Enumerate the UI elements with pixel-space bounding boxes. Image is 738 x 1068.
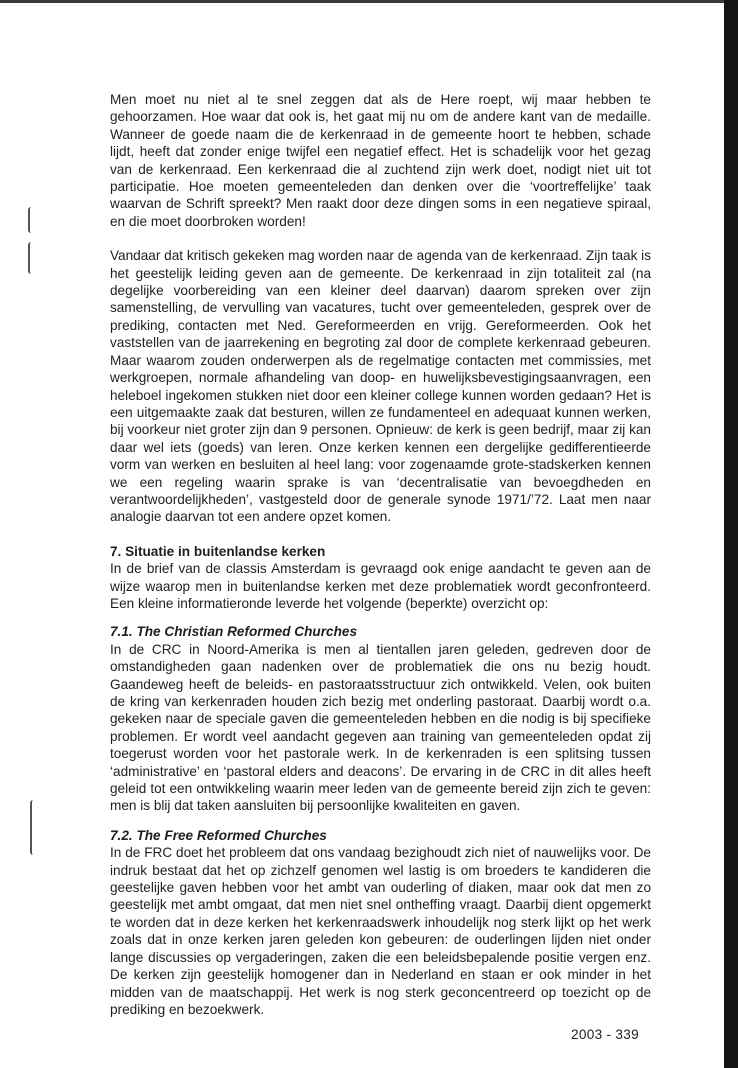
subsection-7-1	[110, 623, 651, 814]
subsection-7-2	[110, 827, 651, 1018]
page-body	[110, 91, 651, 1030]
subsection-text: In de FRC doet het probleem dat ons vandaag bezighoudt zich niet of nauwelijks voor. De indruk bestaat dat het op zichzelf genomen wel lastig is om broeders te kandideren die geestelijke gaven hebben voor het ambt van ouderling of diaken, maar ook dat men zo geestelijk met ambt omgaat, dat men niet snel ontheffing vraagt. Daarbij dient opgemerkt te worden dat in deze kerken het kerkenraadswerk inhoudelijk nog sterk lijkt op het werk zoals dat in onze kerken jaren geleden kon gebeuren: de ouderlingen lijden niet onder lange discussies op vergaderingen, zaken die een beleidsbepalende positie vergen enz. De kerken zijn geestelijk homogener dan in Nederland en staan er ook minder in het midden van de maatschappij. Het werk is nog sterk geconcentreerd op toezicht op de prediking en bezoekwerk.	[110, 845, 651, 1017]
body-paragraph: Men moet nu niet al te snel zeggen dat als de Here roept, wij maar hebben te gehoorzamen. Hoe waar dat ook is, het gaat mij nu om de andere kant van de medaille. Wanneer de goede naam die de kerkenraad in de gemeente hoort te hebben, schade lijdt, heeft dat zonder enige twijfel een negatief effect. Het is schadelijk voor het gezag van de kerkenraad. Een kerkenraad die al zuchtend zijn werk doet, nodigt niet uit tot participatie. Hoe moeten gemeenteleden dan denken over die ‘voortreffelijke’ taak waarvan de Schrift spreekt? Men raakt door deze dingen soms in een negatieve spiraal, en die moet doorbroken worden!	[110, 92, 651, 229]
page-number: 2003 - 339	[571, 1027, 640, 1042]
subsection-heading: 7.2. The Free Reformed Churches	[110, 827, 327, 843]
scan-right-edge	[724, 0, 738, 1068]
body-paragraph: Vandaar dat kritisch gekeken mag worden naar de agenda van de kerkenraad. Zijn taak is het geestelijk leiding geven aan de gemeente. De kerkenraad in zijn totaliteit zal (na degelijke voorbereiding van een kleiner deel daarvan) daarom spreken over zijn samenstelling, de vervulling van vacatures, tucht over gemeenteleden, gesprek over de prediking, contacten met Ned. Gereformeerden en vrijg. Gereformeerden. Ook het vaststellen van de jaarrekening en begroting zal door de complete kerkenraad gebeuren. Maar waarom zouden onderwerpen als de regelmatige contacten met commissies, met werkgroepen, normale afhandeling van doop- en huwelijksbevestigingsaanvragen, een heleboel ingekomen stukken niet door een kleiner college kunnen worden gedaan? Het is een uitgemaakte zaak dat besturen, willen ze fundamenteel en adequaat kunnen werken, bij voorkeur niet groter zijn dan 9 personen. Opnieuw: de kerk is geen bedrijf, maar zij kan daar wel iets (goeds) van leren. Onze kerken kennen een dergelijke gedifferentieerde vorm van werken en besluiten al heel lang: voor zogenaamde grote-stadskerken kennen we een regeling waarin sprake is van ‘decentralisatie van bevoegdheden en verantwoordelijkheden’, vastgesteld door de generale synode 1971/’72. Laat men naar analogie daarvan tot een andere opzet komen.	[110, 248, 651, 525]
binding-mark	[28, 207, 34, 233]
subsection-text: In de CRC in Noord-Amerika is men al tientallen jaren geleden, gedreven door de omstandigheden gaan nadenken over de problematiek die ons nu bezig houdt. Gaandeweg heeft de beleids- en pastoraatsstructuur zich ontwikkeld. Velen, ook buiten de kring van kerkenraden houden zich bezig met onderling pastoraat. Daarbij wordt o.a. gekeken naar de speciale gaven die gemeenteleden hebben en die nodig is bij specifieke problemen. Er wordt veel aandacht gegeven aan training van gemeenteleden opdat zij toegerust worden voor het pastorale werk. In de kerkenraden is een splitsing tussen ‘administrative’ en ‘pastoral elders and deacons’. De ervaring in de CRC in dit alles heeft geleid tot een ontwikkeling waarin meer leden van de gemeente bereid zijn zich te geven: men is blij dat taken aansluiten bij persoonlijke kwaliteiten en gaven.	[110, 641, 651, 814]
subsection-heading: 7.1. The Christian Reformed Churches	[110, 624, 358, 640]
binding-mark	[28, 242, 34, 274]
section-heading: 7. Situatie in buitenlandse kerken	[110, 543, 326, 559]
section-intro: In de brief van de classis Amsterdam is gevraagd ook enige aandacht te geven aan de wijze waarop men in buitenlandse kerken met deze problematiek wordt geconfronteerd. Een kleine informatieronde leverde het volgende (beperkte) overzicht op:	[110, 561, 651, 611]
section-7	[110, 543, 651, 613]
scan-top-edge	[0, 0, 738, 3]
binding-mark	[30, 800, 36, 855]
